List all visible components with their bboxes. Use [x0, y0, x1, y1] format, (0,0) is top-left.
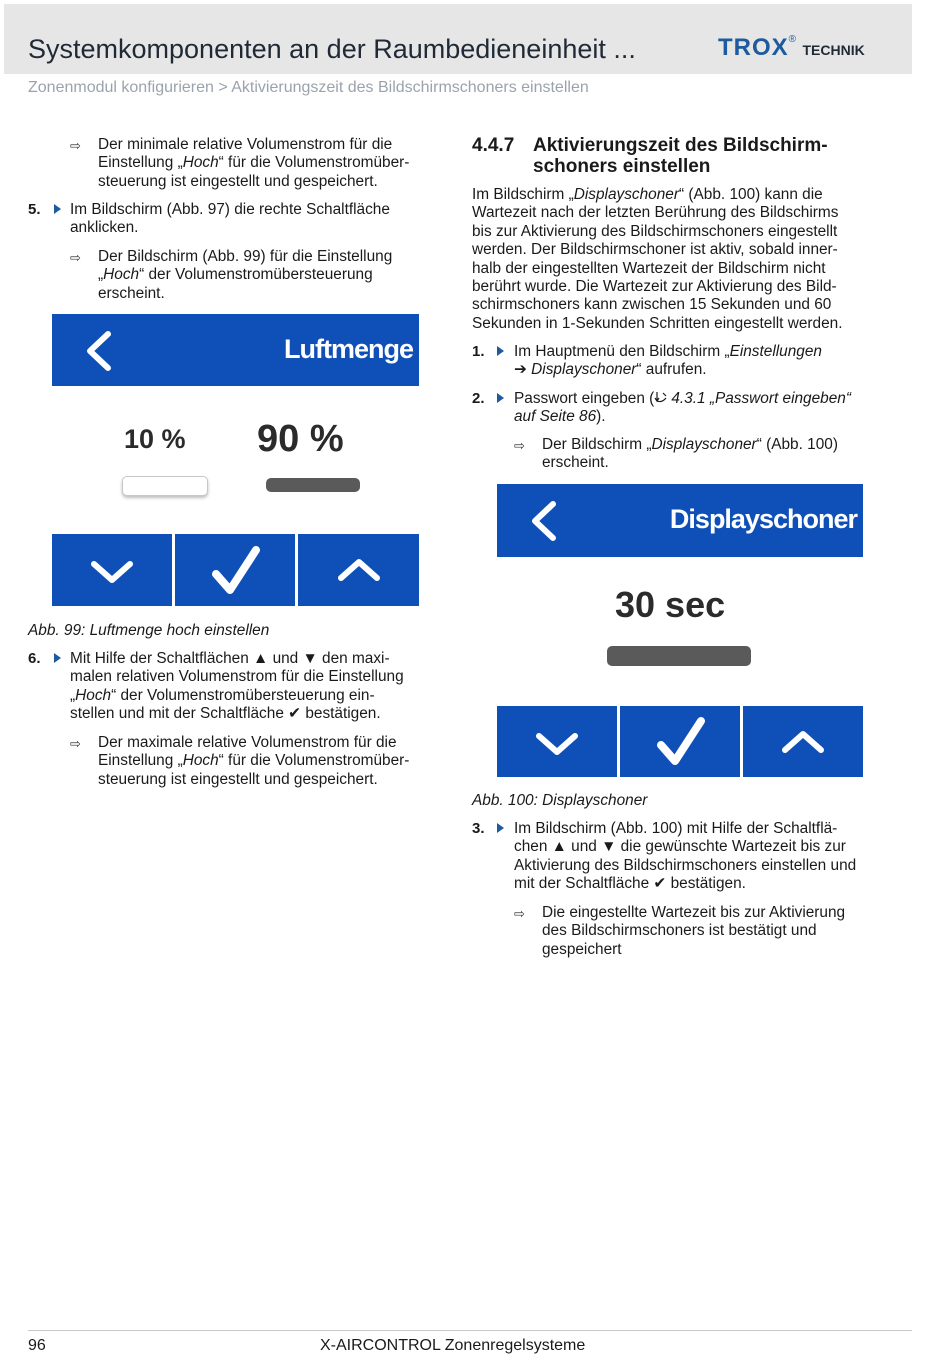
page-header: [4, 4, 912, 74]
back-chevron-icon[interactable]: [82, 330, 114, 372]
up-button[interactable]: [298, 534, 419, 606]
step-3-text: Im Bildschirm (Abb. 100) mit Hilfe der Schaltflä- chen ▲ und ▼ die gewünschte Wartezeit bis zur Aktivierung des Bildschirmschoners einstellen und mit der Schaltfläche ✔ bestätigen.: [514, 820, 857, 893]
breadcrumb: Zonenmodul konfigurieren > Aktivierungszeit des Bildschirmschoners einstellen: [28, 79, 589, 96]
result-text-3: Der maximale relative Volumenstrom für die Einstellung „Hoch“ für die Volumenstromüber- steuerung ist eingestellt und gespeichert.: [98, 734, 410, 788]
page-title: Systemkomponenten an der Raumbedieneinheit ...: [28, 34, 636, 64]
result-arrow-icon: ⇨: [70, 736, 81, 751]
high-value: 90 %: [257, 418, 344, 460]
down-button[interactable]: [497, 706, 617, 777]
up-chevron-icon: [781, 730, 825, 754]
step-triangle-icon: [497, 346, 504, 356]
figure-100-caption: Abb. 100: Displayschoner: [472, 792, 648, 809]
checkmark-icon: [211, 546, 261, 596]
result-text-1: Der minimale relative Volumenstrom für die Einstellung „Hoch“ für die Volumenstromüber- steuerung ist eingestellt und gespeichert.: [98, 136, 410, 190]
logo-main: TROX: [718, 34, 789, 61]
step-number: 3.: [472, 820, 485, 837]
footer-doc-title: X-AIRCONTROL Zonenregelsysteme: [320, 1337, 586, 1354]
screen-title: Luftmenge: [284, 334, 413, 364]
low-value: 10 %: [124, 424, 186, 454]
step-triangle-icon: [497, 823, 504, 833]
down-chevron-icon: [535, 732, 579, 756]
down-chevron-icon: [90, 560, 134, 584]
result-text-2: Der Bildschirm (Abb. 99) für die Einstellung „Hoch“ der Volumenstromübersteuerung erscheint.: [98, 248, 393, 302]
up-button[interactable]: [743, 706, 863, 777]
timeout-value-bar[interactable]: [607, 646, 751, 666]
screen-title: Displayschoner: [669, 504, 857, 534]
screen-button-bar: [497, 706, 863, 777]
section-intro: Im Bildschirm „Displayschoner“ (Abb. 100) kann die Wartezeit nach der letzten Berührung des Bildschirms bis zur Aktivierung des Bildschirmschoners eingestellt werden. Der Bildschirmschoner ist aktiv, sobald inner- halb der eingestellten Wartezeit der Bildschirm nicht berührt wurde. Die Wartezeit zur Aktivierung des Bild- schirmschoners kann zwischen 15 Sekunden und 60 Sekunden in 1-Sekunden Schritten eingestellt werden.: [472, 186, 843, 332]
screen-button-bar: [52, 534, 419, 606]
high-value-bar[interactable]: [266, 478, 360, 492]
result-text-step2: Der Bildschirm „Displayschoner“ (Abb. 100) erscheint.: [542, 436, 838, 472]
checkmark-icon: [656, 717, 706, 767]
footer-divider: [28, 1330, 912, 1331]
logo-registered: ®: [788, 34, 797, 45]
back-chevron-icon[interactable]: [527, 500, 559, 542]
confirm-button[interactable]: [175, 534, 295, 606]
section-number: 4.4.7: [472, 135, 515, 156]
low-value-bar[interactable]: [122, 476, 208, 496]
result-arrow-icon: ⇨: [514, 906, 525, 921]
step-5-text: Im Bildschirm (Abb. 97) die rechte Schaltfläche anklicken.: [70, 201, 390, 237]
trox-logo: [718, 34, 865, 62]
step-number: 6.: [28, 650, 41, 667]
step-number: 2.: [472, 390, 485, 407]
figure-luftmenge-screen: [52, 314, 419, 606]
cross-reference-link[interactable]: 4.3.1 „Passwort eingeben“ auf Seite 86: [514, 390, 851, 426]
step-triangle-icon: [54, 204, 61, 214]
screen-title-bar: [497, 484, 863, 557]
logo-sub: TECHNIK: [802, 42, 865, 58]
up-chevron-icon: [337, 558, 381, 582]
result-arrow-icon: ⇨: [514, 438, 525, 453]
section-title: Aktivierungszeit des Bildschirm- schoners einstellen: [533, 135, 828, 177]
step-6-text: Mit Hilfe der Schaltflächen ▲ und ▼ den maxi- malen relativen Volumenstrom für die Einstellung „Hoch“ der Volumenstromübersteuerung ein- stellen und mit der Schaltfläche ✔ bestätigen.: [70, 650, 404, 723]
figure-displayschoner-screen: [497, 484, 863, 777]
page-number: 96: [28, 1337, 46, 1354]
result-arrow-icon: ⇨: [70, 138, 81, 153]
cross-reference-icon: [654, 391, 668, 405]
step-1-text: Im Hauptmenü den Bildschirm „Einstellungen ➔ Displayschoner“ aufrufen.: [514, 343, 822, 379]
result-arrow-icon: ⇨: [70, 250, 81, 265]
step-2-text: Passwort eingeben ( 4.3.1 „Passwort eingeben“ auf Seite 86).: [514, 390, 851, 426]
result-text-step3: Die eingestellte Wartezeit bis zur Aktivierung des Bildschirmschoners ist bestätigt und gespeichert: [542, 904, 846, 958]
step-number: 1.: [472, 343, 485, 360]
confirm-button[interactable]: [620, 706, 740, 777]
figure-99-caption: Abb. 99: Luftmenge hoch einstellen: [28, 622, 270, 639]
screen-title-bar: [52, 314, 419, 386]
step-triangle-icon: [497, 393, 504, 403]
down-button[interactable]: [52, 534, 172, 606]
step-triangle-icon: [54, 653, 61, 663]
timeout-value: 30 sec: [615, 584, 726, 625]
step-number: 5.: [28, 201, 41, 218]
